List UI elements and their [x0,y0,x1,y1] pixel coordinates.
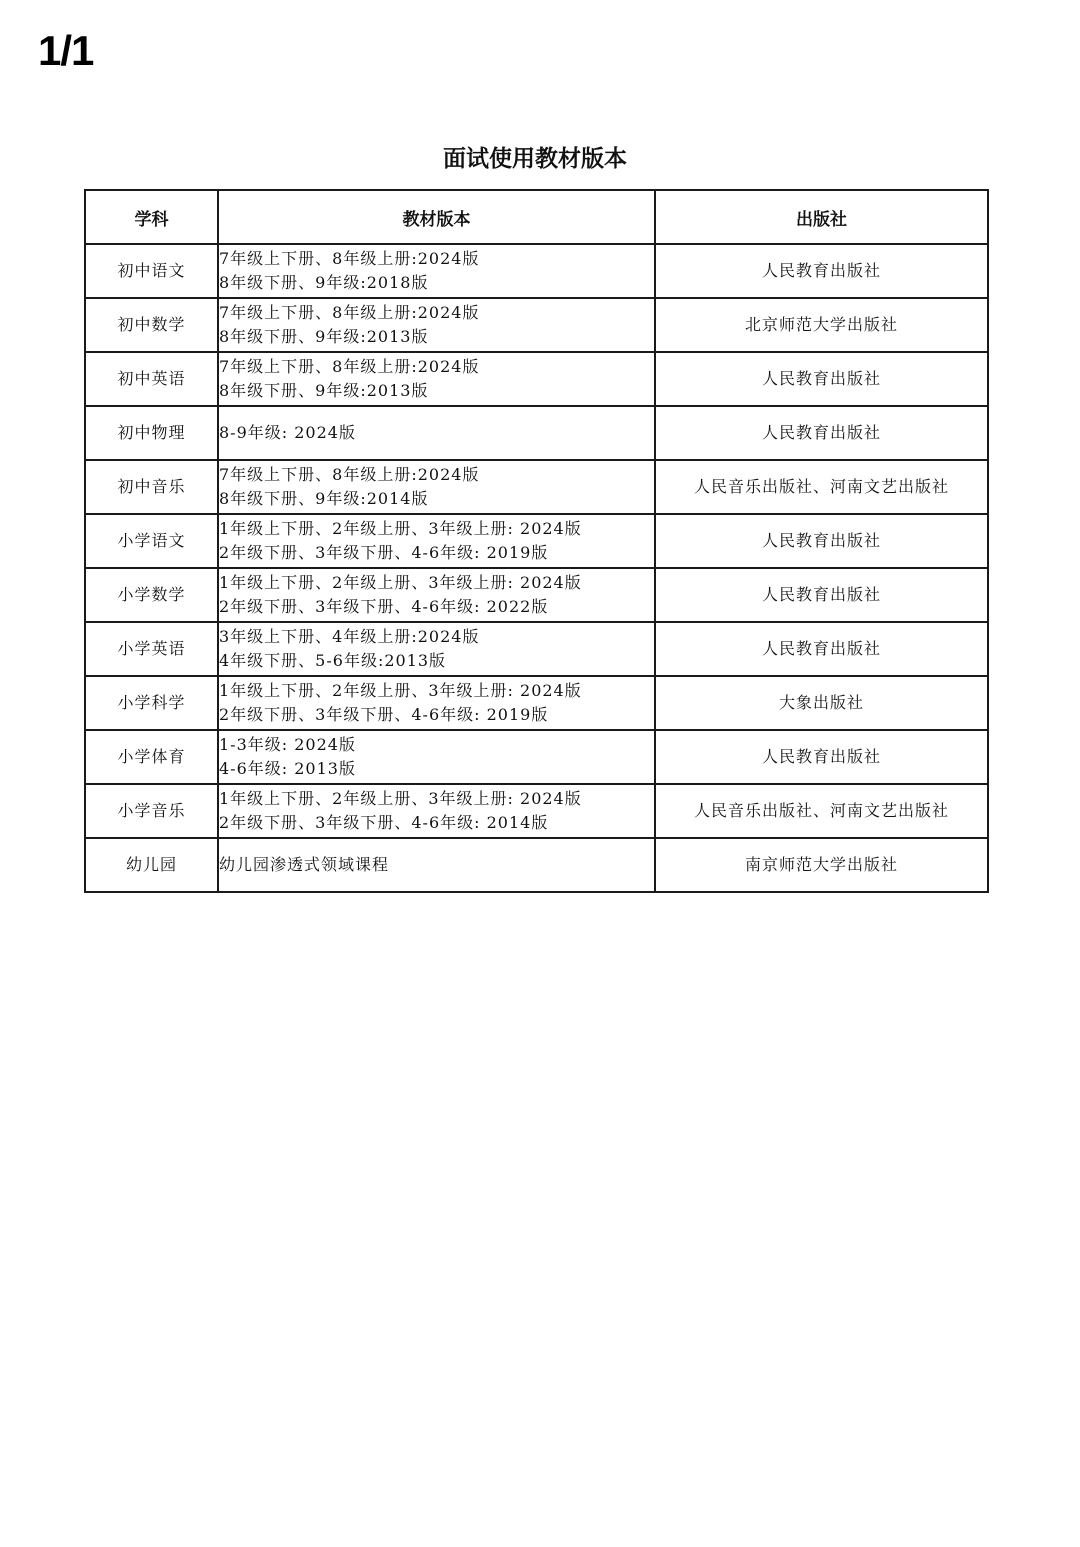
edition-cell [218,838,655,892]
edition-cell [218,244,655,298]
edition-line: 2年级下册、3年级下册、4-6年级: 2019版 [219,543,549,562]
edition-cell [218,406,655,460]
table-row [85,838,988,892]
textbook-edition-table [84,189,989,893]
edition-line: 1年级上下册、2年级上册、3年级上册: 2024版 [219,519,582,538]
table-header-row [85,190,988,244]
edition-cell [218,514,655,568]
header-subject: 学科 [85,190,218,244]
publisher-cell: 人民教育出版社 [655,730,988,784]
subject-cell: 初中音乐 [85,460,218,514]
subject-cell: 小学英语 [85,622,218,676]
table-row [85,352,988,406]
subject-cell: 小学体育 [85,730,218,784]
publisher-cell: 北京师范大学出版社 [655,298,988,352]
page-indicator: 1/1 [38,27,94,74]
subject-cell: 初中物理 [85,406,218,460]
document-title: 面试使用教材版本 [443,145,627,172]
edition-line: 1-3年级: 2024版 [219,735,356,754]
subject-cell: 初中英语 [85,352,218,406]
table-row [85,406,988,460]
edition-cell [218,730,655,784]
publisher-cell: 大象出版社 [655,676,988,730]
publisher-cell: 人民教育出版社 [655,406,988,460]
edition-line: 8年级下册、9年级:2018版 [219,273,429,292]
edition-line: 8年级下册、9年级:2013版 [219,381,429,400]
table-row [85,730,988,784]
edition-line: 7年级上下册、8年级上册:2024版 [219,303,480,322]
subject-cell: 幼儿园 [85,838,218,892]
publisher-cell: 人民音乐出版社、河南文艺出版社 [655,460,988,514]
edition-line: 2年级下册、3年级下册、4-6年级: 2019版 [219,705,549,724]
publisher-cell: 人民音乐出版社、河南文艺出版社 [655,784,988,838]
publisher-cell: 人民教育出版社 [655,352,988,406]
subject-cell: 初中语文 [85,244,218,298]
edition-cell [218,352,655,406]
table-row [85,784,988,838]
table-row [85,676,988,730]
edition-line: 8年级下册、9年级:2014版 [219,489,429,508]
publisher-cell: 南京师范大学出版社 [655,838,988,892]
table-row [85,298,988,352]
subject-cell: 小学数学 [85,568,218,622]
publisher-cell: 人民教育出版社 [655,622,988,676]
edition-line: 2年级下册、3年级下册、4-6年级: 2022版 [219,597,549,616]
publisher-cell: 人民教育出版社 [655,568,988,622]
table-body [85,244,988,892]
edition-line: 7年级上下册、8年级上册:2024版 [219,465,480,484]
edition-cell [218,622,655,676]
edition-line: 4-6年级: 2013版 [219,759,356,778]
subject-cell: 小学音乐 [85,784,218,838]
edition-line: 3年级上下册、4年级上册:2024版 [219,627,480,646]
edition-line: 1年级上下册、2年级上册、3年级上册: 2024版 [219,681,582,700]
subject-cell: 小学语文 [85,514,218,568]
table-row [85,244,988,298]
edition-line: 7年级上下册、8年级上册:2024版 [219,249,480,268]
edition-line: 幼儿园渗透式领域课程 [219,855,390,874]
table-row [85,622,988,676]
edition-line: 4年级下册、5-6年级:2013版 [219,651,447,670]
subject-cell: 小学科学 [85,676,218,730]
edition-cell [218,568,655,622]
edition-line: 1年级上下册、2年级上册、3年级上册: 2024版 [219,789,582,808]
edition-cell [218,784,655,838]
publisher-cell: 人民教育出版社 [655,244,988,298]
edition-line: 2年级下册、3年级下册、4-6年级: 2014版 [219,813,549,832]
edition-line: 8年级下册、9年级:2013版 [219,327,429,346]
edition-line: 7年级上下册、8年级上册:2024版 [219,357,480,376]
header-edition: 教材版本 [218,190,655,244]
edition-line: 8-9年级: 2024版 [219,423,356,442]
header-publisher: 出版社 [655,190,988,244]
publisher-cell: 人民教育出版社 [655,514,988,568]
edition-cell [218,298,655,352]
edition-line: 1年级上下册、2年级上册、3年级上册: 2024版 [219,573,582,592]
subject-cell: 初中数学 [85,298,218,352]
edition-cell [218,676,655,730]
table-row [85,568,988,622]
table-row [85,514,988,568]
table-row [85,460,988,514]
edition-cell [218,460,655,514]
